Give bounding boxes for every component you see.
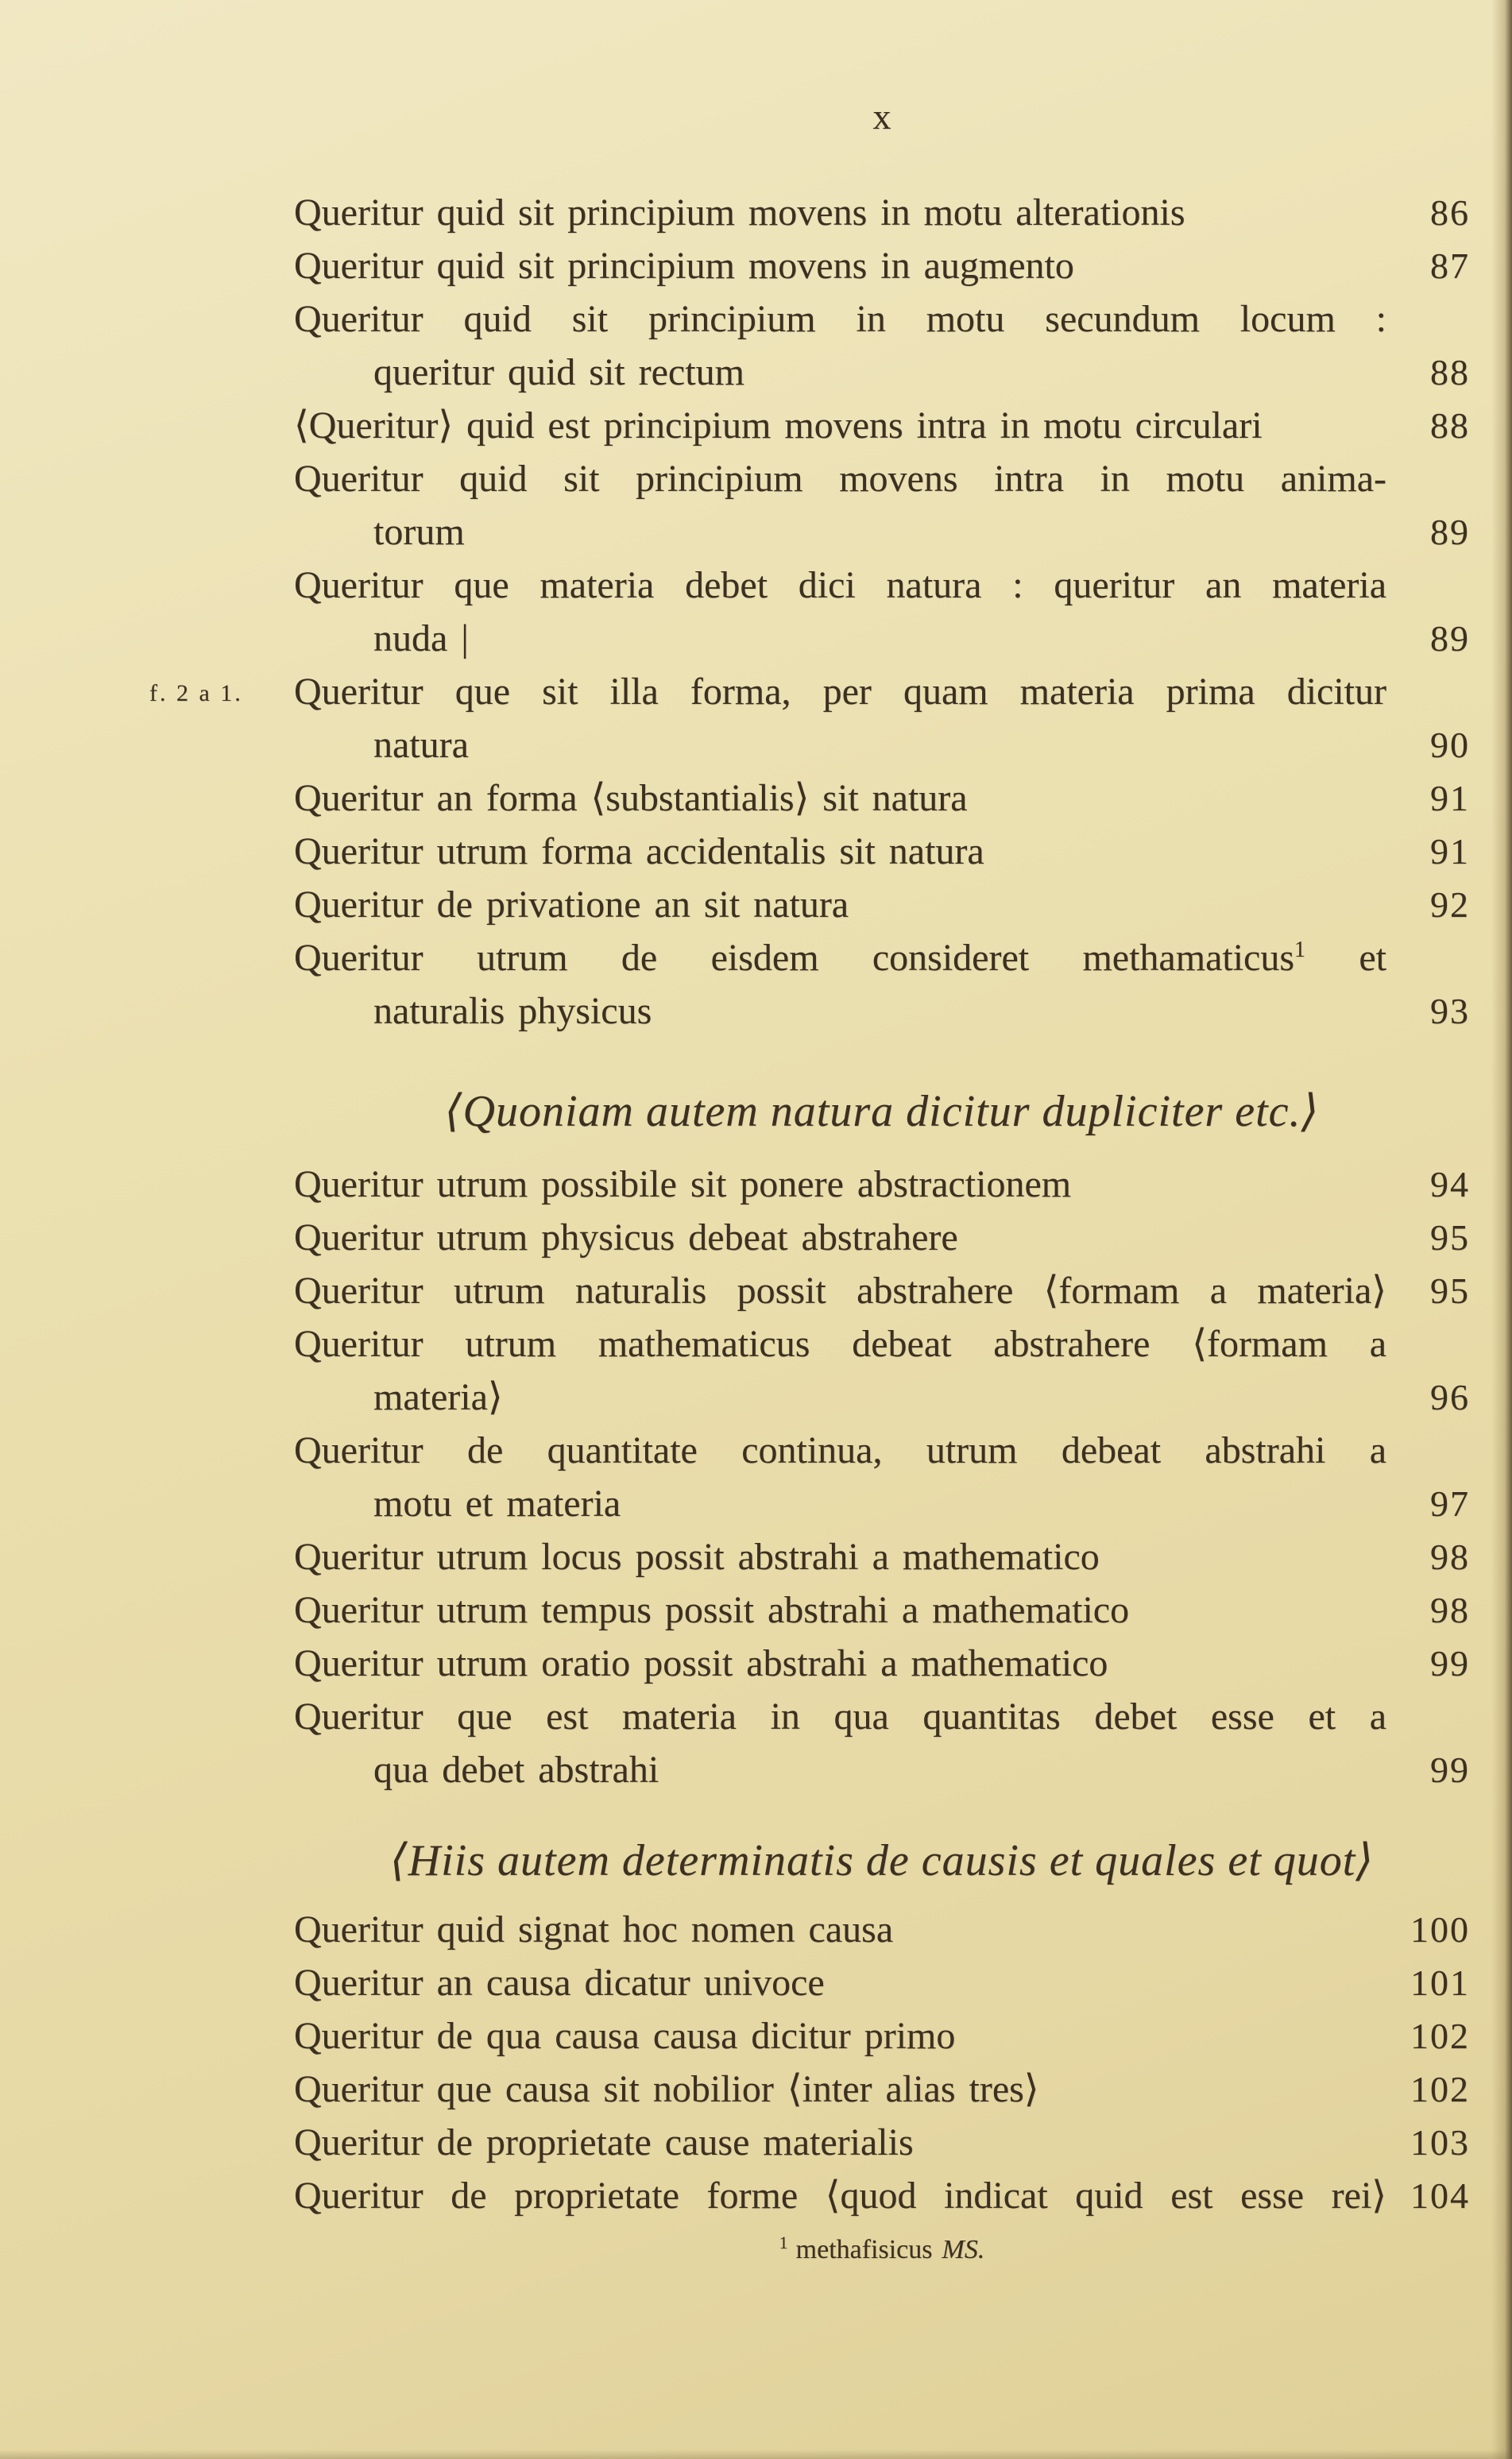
page-header-roman-numeral: x	[872, 96, 891, 137]
entry-text: Queritur utrum naturalis possit abstrahere ⟨formam a materia⟩	[294, 1270, 1386, 1312]
toc-section-entries	[294, 1903, 1470, 2222]
page-number: 93	[1430, 991, 1470, 1031]
toc-entry-line	[149, 665, 1470, 718]
page-number: 88	[1430, 405, 1470, 446]
entry-text: Queritur que materia debet dici natura : queritur an materia	[294, 564, 1386, 606]
toc-entry-line	[294, 718, 1470, 771]
page-number	[1386, 931, 1470, 984]
page-number: 92	[1430, 884, 1470, 925]
toc-entry-line	[294, 1158, 1470, 1211]
footnote-source-abbrev: MS.	[942, 2235, 985, 2264]
entry-text: torum	[373, 511, 465, 553]
toc-entry-line	[294, 186, 1470, 239]
entry-text: Queritur an forma ⟨substantialis⟩ sit natura	[294, 777, 968, 819]
page-right-edge-shadow	[1491, 0, 1512, 2459]
page-number: 98	[1430, 1537, 1470, 1577]
page-number	[1386, 292, 1470, 346]
entry-text: motu et materia	[373, 1483, 621, 1525]
toc-entry-line	[294, 2063, 1470, 2116]
toc-entry-line	[294, 984, 1470, 1038]
entry-text: naturalis physicus	[373, 990, 652, 1032]
page-number	[1386, 665, 1470, 718]
page-number: 101	[1410, 1962, 1470, 2003]
toc-entry-line	[294, 612, 1470, 665]
page-number: 100	[1410, 1909, 1470, 1950]
toc-section-entries	[294, 1158, 1470, 1796]
entry-text: Queritur que est materia in qua quantitas debet esse et a	[294, 1695, 1386, 1738]
toc-entry-line	[294, 1371, 1470, 1424]
page-number: 95	[1430, 1217, 1470, 1258]
page-number: 97	[1430, 1483, 1470, 1524]
entry-text: Queritur de proprietate cause materialis	[294, 2121, 914, 2163]
page-number: 96	[1430, 1377, 1470, 1417]
page-number: 91	[1430, 831, 1470, 872]
entry-text-part: et	[1305, 937, 1387, 979]
entry-text: Queritur utrum physicus debeat abstrahere	[294, 1216, 958, 1258]
entry-text: materia⟩	[373, 1376, 503, 1418]
toc-entry-line	[294, 2009, 1470, 2063]
toc-entry-line	[294, 559, 1470, 612]
page-number: 99	[1430, 1643, 1470, 1684]
entry-text: Queritur quid sit principium movens in motu alterationis	[294, 191, 1185, 234]
entry-text: Queritur que sit illa forma, per quam materia prima dicitur	[294, 671, 1386, 713]
entry-text: qua debet abstrahi	[373, 1749, 659, 1791]
toc-entry-line	[294, 1264, 1470, 1317]
entry-text: queritur quid sit rectum	[373, 351, 744, 393]
page-number: 103	[1410, 2122, 1470, 2163]
entry-text: Queritur utrum locus possit abstrahi a mathematico	[294, 1536, 1100, 1578]
footnote-marker: 1	[779, 2232, 788, 2252]
toc-entry-line	[294, 1424, 1470, 1477]
entry-text: Queritur de quantitate continua, utrum debeat abstrahi a	[294, 1429, 1386, 1471]
page-number	[1386, 1317, 1470, 1371]
toc-entry-line	[294, 1477, 1470, 1530]
toc-entry-line	[294, 346, 1470, 399]
page-number: 98	[1430, 1590, 1470, 1630]
footnote	[294, 2233, 1470, 2268]
toc-entry-line	[294, 1583, 1470, 1637]
toc-entry-line	[294, 2169, 1470, 2222]
entry-text: Queritur de proprietate forme ⟨quod indicat quid est esse rei⟩	[294, 2175, 1386, 2217]
toc-entry-line	[294, 452, 1470, 505]
toc-entry-line	[294, 1903, 1470, 1956]
entry-text: ⟨Queritur⟩ quid est principium movens intra in motu circulari	[294, 404, 1263, 447]
page-number: 104	[1410, 2175, 1470, 2216]
folio-margin-note: f. 2 a 1.	[149, 680, 243, 706]
toc-entry-line	[294, 771, 1470, 825]
page-bottom-edge-shadow	[0, 2449, 1512, 2459]
page-number: 99	[1430, 1750, 1470, 1790]
page-number: 89	[1430, 512, 1470, 552]
entry-text: Queritur utrum mathematicus debeat abstrahere ⟨formam a	[294, 1323, 1386, 1365]
toc-entry-line	[294, 1530, 1470, 1583]
page-number	[1386, 559, 1470, 612]
entry-text: natura	[373, 724, 469, 766]
entry-text: Queritur an causa dicatur univoce	[294, 1962, 825, 2004]
page-number: 87	[1430, 246, 1470, 286]
toc-section-entries	[149, 186, 1470, 1038]
page-number: 88	[1430, 352, 1470, 392]
footnote-text: methafisicus	[795, 2235, 933, 2264]
entry-text: Queritur utrum possibile sit ponere abstractionem	[294, 1163, 1072, 1205]
section-heading: ⟨Quoniam autem natura dicitur dupliciter etc.⟩	[444, 1087, 1320, 1136]
entry-text: Queritur de privatione an sit natura	[294, 883, 849, 926]
toc-entry-line	[294, 239, 1470, 292]
toc-entry-line	[294, 878, 1470, 931]
toc-entry-line	[294, 399, 1470, 452]
page-number: 102	[1410, 2016, 1470, 2056]
toc-entry-line	[294, 292, 1470, 346]
toc-entry-line	[294, 1317, 1470, 1371]
entry-text: Queritur quid sit principium in motu secundum locum :	[294, 298, 1386, 340]
toc-entry-line	[294, 2116, 1470, 2169]
entry-text: Queritur que causa sit nobilior ⟨inter alias tres⟩	[294, 2068, 1039, 2110]
page-number: 94	[1430, 1164, 1470, 1204]
page-number	[1386, 1690, 1470, 1743]
entry-text: Queritur utrum tempus possit abstrahi a mathematico	[294, 1589, 1130, 1631]
page-number: 102	[1410, 2069, 1470, 2109]
entry-text: nuda |	[373, 617, 469, 659]
toc-entry-line	[294, 1211, 1470, 1264]
page-number	[1386, 452, 1470, 505]
page-number: 90	[1430, 725, 1470, 765]
page-number: 86	[1430, 192, 1470, 233]
toc	[149, 186, 1470, 2222]
section-heading: ⟨Hiis autem determinatis de causis et quales et quot⟩	[389, 1836, 1375, 1885]
toc-entry-line	[294, 505, 1470, 559]
page-number: 95	[1430, 1270, 1470, 1311]
toc-entry-line	[294, 1743, 1470, 1796]
entry-text: Queritur utrum oratio possit abstrahi a mathematico	[294, 1642, 1108, 1684]
entry-text: Queritur de qua causa causa dicitur primo	[294, 2015, 956, 2057]
entry-text-part: Queritur utrum de eisdem consideret methamaticus	[294, 937, 1295, 979]
entry-text: Queritur utrum forma accidentalis sit natura	[294, 830, 984, 872]
toc-entry-line	[294, 1637, 1470, 1690]
entry-text	[294, 931, 1386, 984]
page-number: 89	[1430, 618, 1470, 659]
page-number: 91	[1430, 778, 1470, 818]
footnote-reference-marker: 1	[1294, 938, 1306, 962]
entry-text: Queritur quid sit principium movens intra in motu anima-	[294, 458, 1386, 500]
entry-text: Queritur quid sit principium movens in augmento	[294, 245, 1074, 287]
page-number	[1386, 1424, 1470, 1477]
toc-entry-line	[294, 825, 1470, 878]
toc-entry-line	[294, 1690, 1470, 1743]
toc-entry-line	[294, 1956, 1470, 2009]
toc-entry-line	[294, 931, 1470, 984]
entry-text: Queritur quid signat hoc nomen causa	[294, 1908, 894, 1951]
